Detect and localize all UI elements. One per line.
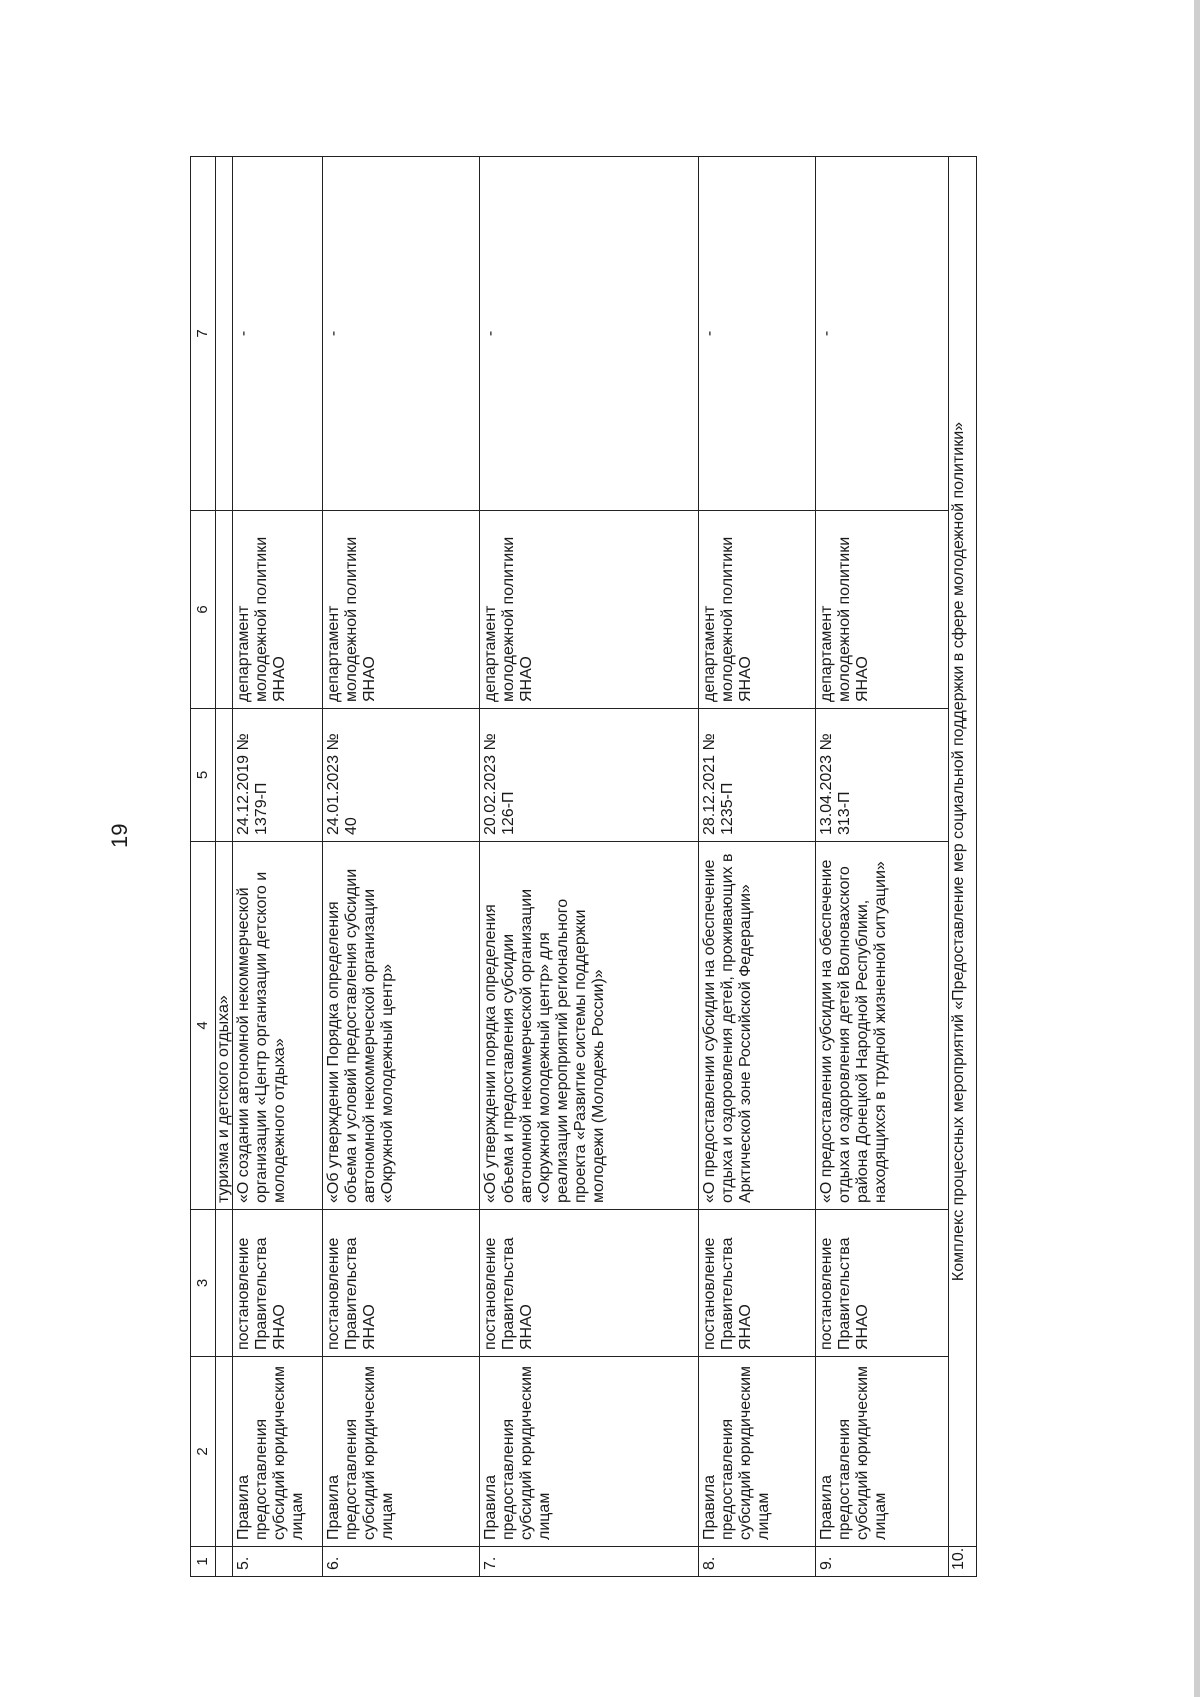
section-number: 10. <box>949 1547 977 1577</box>
section-title: Комплекс процессных мероприятий «Предоставление мер социальной поддержки в сфере молодежной политики» <box>949 157 977 1547</box>
row-department: департамент молодежной политики ЯНАО <box>480 511 699 709</box>
header-row <box>191 157 216 1577</box>
row-act-type: постановление Правительства ЯНАО <box>699 1210 816 1357</box>
continuation-text: туризма и детского отдыха» <box>216 842 233 1210</box>
header-col-4: 4 <box>191 842 216 1210</box>
header-col-5: 5 <box>191 709 216 842</box>
row-note: - <box>816 157 949 511</box>
header-col-6: 6 <box>191 511 216 709</box>
row-department: департамент молодежной политики ЯНАО <box>233 511 323 709</box>
row-note: - <box>480 157 699 511</box>
table-row <box>480 157 699 1577</box>
row-act-type: постановление Правительства ЯНАО <box>233 1210 323 1357</box>
row-act-date: 13.04.2023 № 313-П <box>816 709 949 842</box>
regulations-table <box>190 156 977 1577</box>
row-rule: Правила предоставления субсидий юридическим лицам <box>480 1357 699 1547</box>
row-department: департамент молодежной политики ЯНАО <box>323 511 480 709</box>
row-number: 6. <box>323 1547 480 1577</box>
section-row <box>949 157 977 1577</box>
row-act-title: «О предоставлении субсидии на обеспечение отдыха и оздоровления детей, проживающих в Арктической зоне Российской Федерации» <box>699 842 816 1210</box>
row-number: 7. <box>480 1547 699 1577</box>
row-act-title: «Об утверждении порядка определения объема и предоставления субсидии автономной некоммерческой организации «Окружной молодежный центр» для реализации мероприятий регионального проекта «Развитие системы поддержки молодежи (Молодежь России)» <box>480 842 699 1210</box>
row-number: 5. <box>233 1547 323 1577</box>
continuation-row <box>216 157 233 1577</box>
row-act-date: 24.01.2023 № 40 <box>323 709 480 842</box>
rotated-table-container <box>190 157 1200 1577</box>
row-note: - <box>699 157 816 511</box>
row-number: 9. <box>816 1547 949 1577</box>
row-rule: Правила предоставления субсидий юридическим лицам <box>323 1357 480 1547</box>
page-number: 19 <box>107 823 132 848</box>
row-act-type: постановление Правительства ЯНАО <box>323 1210 480 1357</box>
row-act-type: постановление Правительства ЯНАО <box>816 1210 949 1357</box>
row-act-title: «Об утверждении Порядка определения объема и условий предоставления субсидии автономной некоммерческой организации «Окружной молодежный центр» <box>323 842 480 1210</box>
row-department: департамент молодежной политики ЯНАО <box>699 511 816 709</box>
header-col-1: 1 <box>191 1547 216 1577</box>
row-act-date: 28.12.2021 № 1235-П <box>699 709 816 842</box>
table-row <box>816 157 949 1577</box>
row-act-title: «О создании автономной некоммерческой организации «Центр организации детского и молодежного отдыха» <box>233 842 323 1210</box>
row-number: 8. <box>699 1547 816 1577</box>
header-col-3: 3 <box>191 1210 216 1357</box>
row-act-type: постановление Правительства ЯНАО <box>480 1210 699 1357</box>
row-act-date: 24.12.2019 № 1379-П <box>233 709 323 842</box>
table-row <box>323 157 480 1577</box>
table-row <box>699 157 816 1577</box>
row-act-date: 20.02.2023 № 126-П <box>480 709 699 842</box>
table-row <box>233 157 323 1577</box>
row-rule: Правила предоставления субсидий юридическим лицам <box>699 1357 816 1547</box>
row-act-title: «О предоставлении субсидии на обеспечение отдыха и оздоровления детей Волноваxского района Донецкой Народной Республики, находящихся в трудной жизненной ситуации» <box>816 842 949 1210</box>
row-note: - <box>233 157 323 511</box>
row-rule: Правила предоставления субсидий юридическим лицам <box>233 1357 323 1547</box>
header-col-7: 7 <box>191 157 216 511</box>
row-department: департамент молодежной политики ЯНАО <box>816 511 949 709</box>
row-rule: Правила предоставления субсидий юридическим лицам <box>816 1357 949 1547</box>
row-note: - <box>323 157 480 511</box>
header-col-2: 2 <box>191 1357 216 1547</box>
